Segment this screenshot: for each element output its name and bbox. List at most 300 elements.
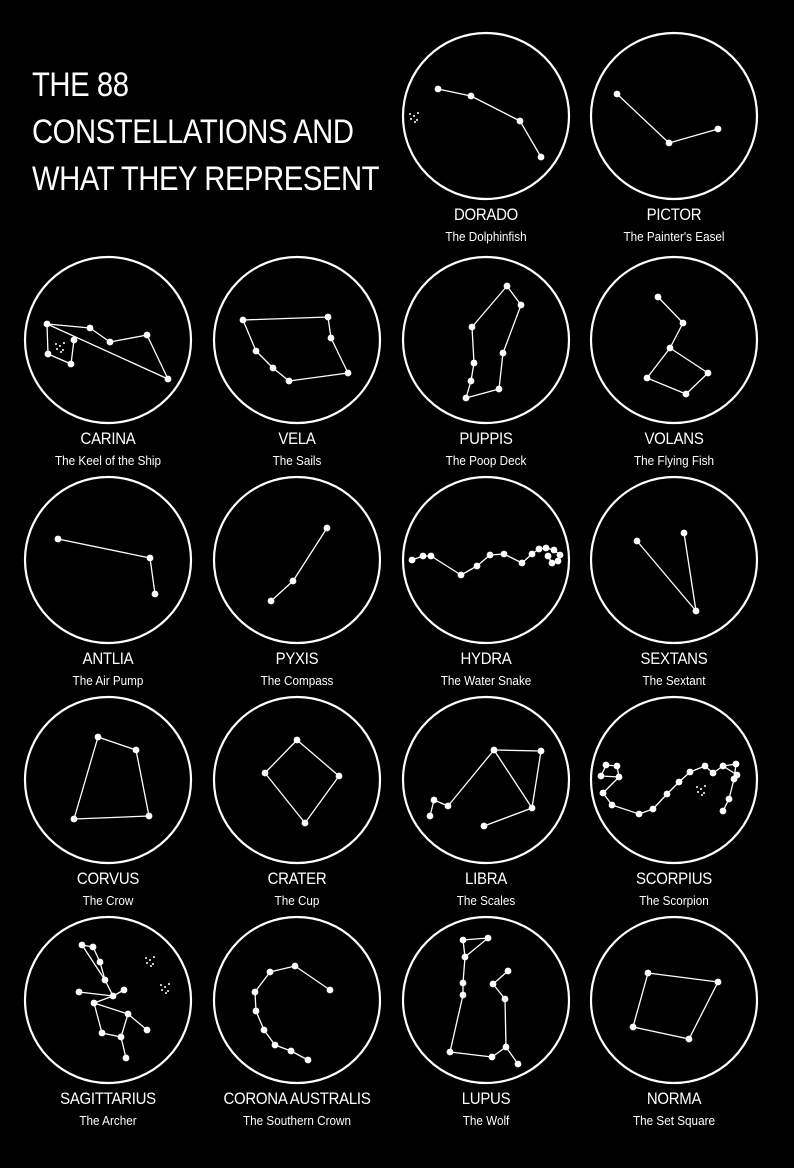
star-line: [71, 340, 74, 364]
star-line: [520, 121, 541, 157]
constellation-dorado: [391, 31, 581, 244]
circle-outline: [591, 33, 757, 199]
star-icon: [55, 536, 62, 543]
star-line: [270, 966, 295, 972]
star-cluster-icon: [146, 962, 148, 964]
star-line: [243, 317, 328, 320]
star-icon: [290, 578, 297, 585]
star-icon: [133, 747, 140, 754]
star-line: [331, 338, 348, 373]
circle-outline: [403, 33, 569, 199]
star-icon: [428, 553, 435, 560]
star-icon: [664, 791, 671, 798]
star-cluster-icon: [150, 965, 152, 967]
star-icon: [102, 977, 109, 984]
constellation-meaning: The Compass: [260, 673, 334, 688]
constellation-carina: [13, 255, 203, 468]
star-icon: [680, 320, 687, 327]
star-icon: [614, 91, 621, 98]
constellation-name: SAGITTARIUS: [60, 1089, 156, 1108]
star-icon: [502, 996, 509, 1003]
star-icon: [501, 551, 508, 558]
star-icon: [529, 805, 536, 812]
star-icon: [720, 763, 727, 770]
constellation-circle: [398, 255, 574, 425]
constellation-name: CRATER: [267, 869, 327, 888]
star-line: [243, 320, 256, 351]
star-line: [505, 999, 506, 1047]
star-line: [121, 1014, 128, 1037]
star-icon: [545, 553, 552, 560]
star-icon: [71, 337, 78, 344]
star-line: [648, 973, 718, 982]
star-line: [74, 816, 149, 819]
star-line: [686, 373, 708, 394]
star-icon: [517, 118, 524, 125]
star-line: [472, 327, 474, 363]
constellation-meaning: The Air Pump: [72, 673, 144, 688]
star-line: [532, 751, 541, 808]
star-line: [465, 938, 488, 957]
circle-outline: [403, 257, 569, 423]
star-cluster-icon: [414, 121, 416, 123]
constellation-name: CARINA: [80, 429, 136, 448]
star-icon: [268, 598, 275, 605]
constellation-circle: [586, 915, 762, 1085]
constellation-circle: [398, 695, 574, 865]
star-icon: [481, 823, 488, 830]
star-cluster-icon: [160, 984, 162, 986]
star-icon: [79, 942, 86, 949]
star-icon: [687, 769, 694, 776]
constellation-circle: [586, 31, 762, 201]
star-icon: [144, 332, 151, 339]
star-line: [499, 353, 503, 389]
star-icon: [489, 1054, 496, 1061]
star-icon: [529, 551, 536, 558]
star-icon: [445, 803, 452, 810]
star-icon: [496, 386, 503, 393]
star-cluster-icon: [697, 791, 699, 793]
star-icon: [292, 963, 299, 970]
constellation-meaning: The Archer: [79, 1113, 137, 1128]
star-icon: [681, 530, 688, 537]
circle-outline: [214, 477, 380, 643]
star-cluster-icon: [60, 351, 62, 353]
star-line: [265, 740, 297, 773]
star-icon: [630, 1024, 637, 1031]
star-icon: [107, 339, 114, 346]
star-icon: [636, 811, 643, 818]
star-icon: [645, 970, 652, 977]
circle-outline: [403, 917, 569, 1083]
star-cluster-icon: [416, 119, 418, 121]
circle-outline: [25, 697, 191, 863]
star-line: [494, 750, 541, 751]
constellation-meaning: The Water Snake: [440, 673, 532, 688]
star-icon: [447, 1049, 454, 1056]
star-icon: [734, 772, 741, 779]
star-icon: [99, 1030, 106, 1037]
star-icon: [518, 302, 525, 309]
constellation-meaning: The Sextant: [642, 673, 706, 688]
constellation-name: PUPPIS: [459, 429, 513, 448]
circle-outline: [25, 917, 191, 1083]
star-cluster-icon: [167, 990, 169, 992]
star-icon: [538, 748, 545, 755]
star-line: [79, 992, 113, 996]
star-icon: [468, 93, 475, 100]
star-icon: [686, 1036, 693, 1043]
star-cluster-icon: [164, 986, 166, 988]
constellation-corona-australis: [202, 915, 392, 1128]
circle-outline: [403, 477, 569, 643]
star-cluster-icon: [704, 785, 706, 787]
star-cluster-icon: [165, 992, 167, 994]
star-icon: [614, 763, 621, 770]
star-icon: [491, 747, 498, 754]
constellation-circle: [20, 695, 196, 865]
star-cluster-icon: [59, 345, 61, 347]
star-icon: [500, 350, 507, 357]
star-icon: [45, 351, 52, 358]
star-icon: [726, 796, 733, 803]
constellation-circle: [398, 31, 574, 201]
star-line: [255, 972, 270, 992]
constellation-meaning: The Poop Deck: [445, 453, 527, 468]
star-icon: [288, 1048, 295, 1055]
constellation-scorpius: [579, 695, 769, 908]
constellation-meaning: The Southern Crown: [243, 1113, 351, 1128]
star-icon: [345, 370, 352, 377]
constellation-name: CORVUS: [76, 869, 140, 888]
constellation-name: PICTOR: [646, 205, 702, 224]
constellation-meaning: The Wolf: [462, 1113, 510, 1128]
star-icon: [487, 552, 494, 559]
star-icon: [609, 802, 616, 809]
star-icon: [325, 314, 332, 321]
constellation-circle: [209, 695, 385, 865]
star-icon: [503, 1044, 510, 1051]
star-icon: [272, 1042, 279, 1049]
star-icon: [336, 773, 343, 780]
star-line: [503, 305, 521, 353]
circle-outline: [214, 697, 380, 863]
star-icon: [644, 375, 651, 382]
star-cluster-icon: [63, 342, 65, 344]
star-cluster-icon: [703, 792, 705, 794]
star-icon: [710, 770, 717, 777]
star-line: [450, 1052, 492, 1057]
star-line: [438, 89, 471, 96]
star-icon: [146, 813, 153, 820]
constellation-hydra: [391, 475, 581, 688]
constellation-norma: [579, 915, 769, 1128]
star-icon: [715, 979, 722, 986]
constellation-meaning: The Dolphinfish: [445, 229, 527, 244]
star-icon: [144, 1027, 151, 1034]
star-icon: [676, 779, 683, 786]
star-cluster-icon: [417, 112, 419, 114]
constellation-meaning: The Scales: [456, 893, 516, 908]
title-line-2: CONSTELLATIONS AND: [32, 113, 354, 151]
star-line: [633, 973, 648, 1027]
star-line: [74, 737, 98, 819]
star-line: [669, 129, 718, 143]
constellation-puppis: [391, 255, 581, 468]
constellation-name: HYDRA: [460, 649, 512, 668]
star-icon: [655, 294, 662, 301]
star-line: [507, 286, 521, 305]
star-line: [136, 750, 149, 816]
star-icon: [294, 737, 301, 744]
star-line: [494, 750, 532, 808]
star-icon: [420, 553, 427, 560]
star-line: [472, 286, 507, 327]
star-icon: [468, 378, 475, 385]
star-line: [305, 776, 339, 823]
star-icon: [515, 1061, 522, 1068]
constellation-name: PYXIS: [275, 649, 319, 668]
star-icon: [460, 992, 467, 999]
constellation-circle: [209, 255, 385, 425]
star-line: [670, 348, 708, 373]
constellation-circle: [586, 695, 762, 865]
star-cluster-icon: [62, 349, 64, 351]
constellation-sextans: [579, 475, 769, 688]
star-icon: [110, 993, 117, 1000]
star-icon: [91, 1000, 98, 1007]
circle-outline: [214, 257, 380, 423]
star-icon: [705, 370, 712, 377]
star-line: [256, 351, 273, 368]
constellation-circle: [20, 255, 196, 425]
constellation-name: VELA: [278, 429, 316, 448]
constellation-circle: [398, 475, 574, 645]
star-icon: [504, 283, 511, 290]
star-icon: [431, 797, 438, 804]
constellation-name: LIBRA: [465, 869, 507, 888]
star-icon: [328, 335, 335, 342]
star-cluster-icon: [410, 118, 412, 120]
star-cluster-icon: [152, 963, 154, 965]
star-icon: [435, 86, 442, 93]
star-icon: [460, 980, 467, 987]
star-icon: [87, 325, 94, 332]
star-cluster-icon: [696, 786, 698, 788]
star-line: [58, 539, 150, 558]
star-line: [128, 1014, 147, 1030]
star-icon: [543, 545, 550, 552]
circle-outline: [591, 477, 757, 643]
star-line: [94, 1003, 102, 1033]
constellation-antlia: [13, 475, 203, 688]
star-line: [448, 750, 494, 806]
circle-outline: [214, 917, 380, 1083]
star-icon: [68, 361, 75, 368]
star-icon: [460, 937, 467, 944]
circle-outline: [25, 477, 191, 643]
star-icon: [474, 563, 481, 570]
star-line: [98, 737, 136, 750]
star-icon: [469, 324, 476, 331]
page-title: [32, 62, 392, 203]
star-icon: [549, 560, 556, 567]
star-icon: [147, 555, 154, 562]
star-icon: [733, 761, 740, 768]
constellation-circle: [20, 915, 196, 1085]
star-icon: [720, 808, 727, 815]
star-cluster-icon: [413, 115, 415, 117]
constellation-name: VOLANS: [644, 429, 704, 448]
constellation-meaning: The Flying Fish: [634, 453, 714, 468]
star-line: [289, 373, 348, 381]
star-cluster-icon: [161, 989, 163, 991]
circle-outline: [403, 697, 569, 863]
star-icon: [302, 820, 309, 827]
star-icon: [240, 317, 247, 324]
star-icon: [165, 376, 172, 383]
constellation-meaning: The Sails: [272, 453, 322, 468]
star-cluster-icon: [56, 348, 58, 350]
star-icon: [125, 1011, 132, 1018]
star-icon: [650, 806, 657, 813]
star-icon: [490, 981, 497, 988]
star-icon: [667, 345, 674, 352]
star-icon: [71, 816, 78, 823]
constellation-name: DORADO: [453, 205, 519, 224]
star-icon: [305, 1057, 312, 1064]
star-icon: [462, 954, 469, 961]
constellation-name: NORMA: [646, 1089, 702, 1108]
star-icon: [536, 546, 543, 553]
title-line-3: WHAT THEY REPRESENT: [32, 160, 380, 198]
star-icon: [715, 126, 722, 133]
star-cluster-icon: [153, 956, 155, 958]
star-cluster-icon: [700, 788, 702, 790]
star-icon: [505, 968, 512, 975]
star-icon: [97, 959, 104, 966]
star-line: [463, 957, 465, 983]
constellation-meaning: The Cup: [274, 893, 320, 908]
star-icon: [683, 391, 690, 398]
star-icon: [261, 1027, 268, 1034]
star-line: [271, 581, 293, 601]
star-icon: [121, 987, 128, 994]
constellation-meaning: The Crow: [82, 893, 134, 908]
constellation-meaning: The Scorpion: [639, 893, 709, 908]
star-cluster-icon: [145, 957, 147, 959]
constellation-name: SCORPIUS: [635, 869, 713, 888]
constellation-lupus: [391, 915, 581, 1128]
star-icon: [693, 608, 700, 615]
constellation-pictor: [579, 31, 769, 244]
star-line: [150, 558, 155, 594]
star-icon: [427, 813, 434, 820]
star-cluster-icon: [149, 959, 151, 961]
constellation-meaning: The Painter's Easel: [623, 229, 725, 244]
star-icon: [463, 395, 470, 402]
star-line: [110, 335, 147, 342]
star-icon: [44, 321, 51, 328]
star-icon: [270, 365, 277, 372]
star-icon: [123, 1055, 130, 1062]
constellation-name: ANTLIA: [82, 649, 134, 668]
constellation-corvus: [13, 695, 203, 908]
constellation-circle: [20, 475, 196, 645]
constellation-libra: [391, 695, 581, 908]
star-line: [466, 389, 499, 398]
title-line-1: THE 88: [32, 66, 129, 104]
star-icon: [253, 348, 260, 355]
constellation-name: CORONA AUSTRALIS: [223, 1089, 371, 1108]
constellation-sagittarius: [13, 915, 203, 1128]
star-line: [265, 773, 305, 823]
star-line: [471, 96, 520, 121]
star-line: [612, 805, 639, 814]
star-icon: [409, 557, 416, 564]
constellation-pyxis: [202, 475, 392, 688]
constellation-vela: [202, 255, 392, 468]
star-icon: [458, 572, 465, 579]
star-line: [94, 1003, 128, 1014]
star-cluster-icon: [701, 794, 703, 796]
star-line: [484, 808, 532, 826]
star-line: [297, 740, 339, 776]
constellation-circle: [586, 255, 762, 425]
circle-outline: [591, 917, 757, 1083]
star-line: [295, 966, 330, 990]
constellation-circle: [586, 475, 762, 645]
star-icon: [267, 969, 274, 976]
constellation-circle: [209, 475, 385, 645]
star-line: [633, 1027, 689, 1039]
star-icon: [118, 1034, 125, 1041]
star-line: [670, 323, 683, 348]
star-icon: [471, 360, 478, 367]
star-line: [658, 297, 683, 323]
star-icon: [152, 591, 159, 598]
star-icon: [76, 989, 83, 996]
star-icon: [324, 525, 331, 532]
star-icon: [666, 140, 673, 147]
constellation-meaning: The Keel of the Ship: [54, 453, 162, 468]
constellation-circle: [209, 915, 385, 1085]
constellation-name: LUPUS: [461, 1089, 511, 1108]
star-line: [617, 94, 669, 143]
star-icon: [616, 774, 623, 781]
star-line: [463, 938, 488, 940]
star-icon: [253, 1008, 260, 1015]
star-line: [647, 378, 686, 394]
constellation-crater: [202, 695, 392, 908]
star-cluster-icon: [168, 983, 170, 985]
star-icon: [90, 944, 97, 951]
star-icon: [262, 770, 269, 777]
constellation-circle: [398, 915, 574, 1085]
star-line: [293, 528, 327, 581]
star-cluster-icon: [409, 113, 411, 115]
star-icon: [598, 773, 605, 780]
star-icon: [485, 935, 492, 942]
star-line: [47, 324, 48, 354]
star-icon: [702, 763, 709, 770]
star-line: [90, 328, 110, 342]
star-icon: [551, 547, 558, 554]
star-icon: [557, 552, 564, 559]
star-line: [48, 354, 71, 364]
constellation-meaning: The Set Square: [633, 1113, 715, 1128]
